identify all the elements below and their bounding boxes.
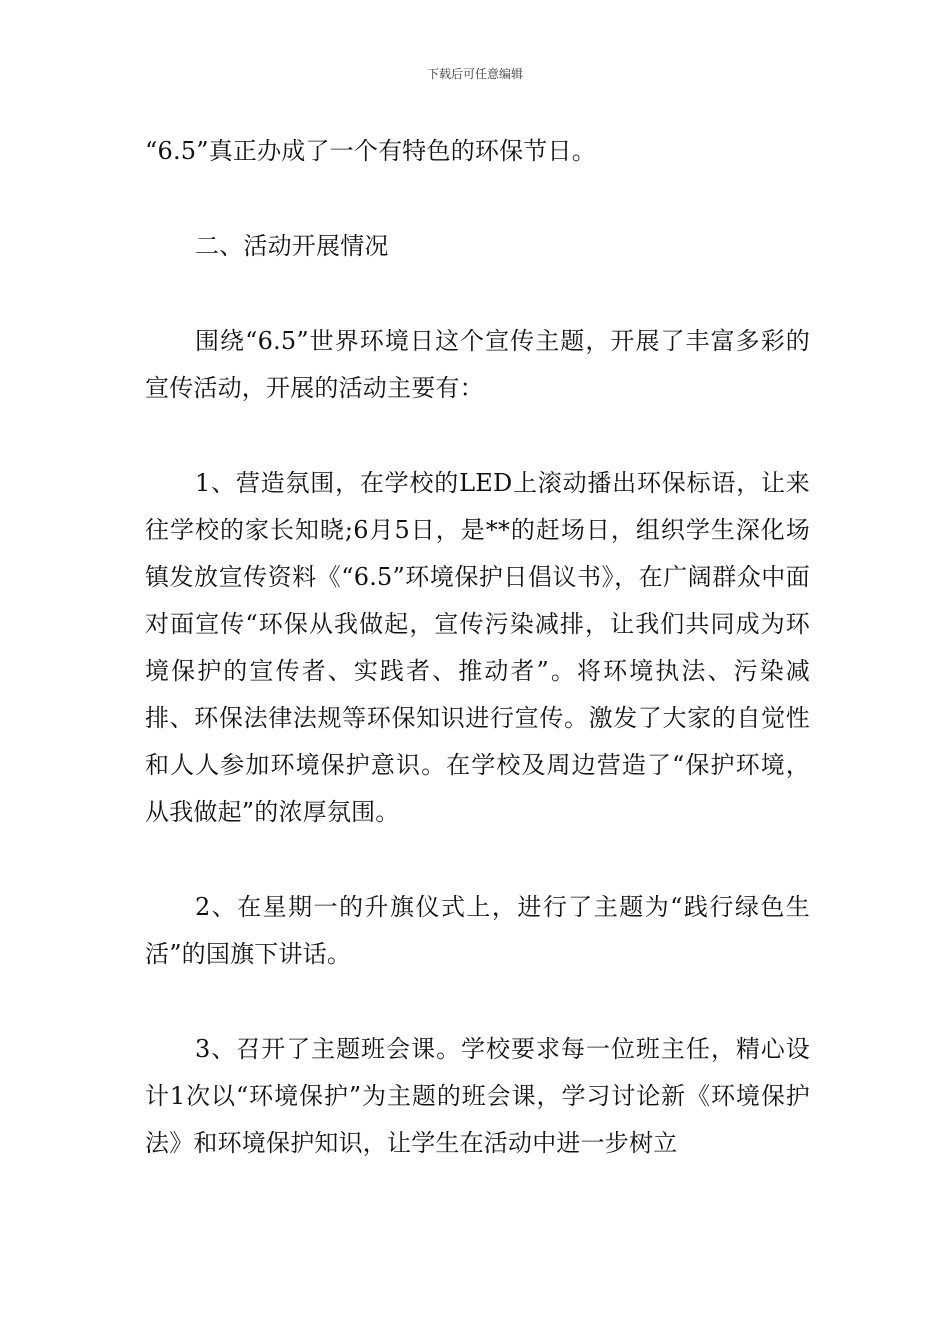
paragraph-item-1: 1、营造氛围，在学校的LED上滚动播出环保标语，让来往学校的家长知晓;6月5日，是**的赶场日，组织学生深化场镇发放宣传资料《“6.5”环境保护日倡议书》，在广阔群众中面对面宣传“环保从我做起，宣传污染减排，让我们共同成为环境保护的宣传者、实践者、推动者”。将环境执法、污染减排、环保法律法规等环保知识进行宣传。激发了大家的自觉性和人人参加环境保护意识。在学校及周边营造了“保护环境，从我做起”的浓厚氛围。 xyxy=(145,469,810,826)
paragraph-intro: 围绕“6.5”世界环境日这个宣传主题，开展了丰富多彩的宣传活动，开展的活动主要有： xyxy=(145,327,810,402)
page-header-note: 下载后可任意编辑 xyxy=(426,67,523,81)
paragraph-item-3: 3、召开了主题班会课。学校要求每一位班主任，精心设计1次以“环境保护”为主题的班会课，学习讨论新《环境保护法》和环境保护知识，让学生在活动中进一步树立 xyxy=(145,1035,810,1157)
paragraph-continuation: “6.5”真正办成了一个有特色的环保节日。 xyxy=(145,137,596,165)
paragraph-item-2: 2、在星期一的升旗仪式上，进行了主题为“践行绿色生活”的国旗下讲话。 xyxy=(145,893,810,968)
section-heading: 二、活动开展情况 xyxy=(195,232,389,260)
document-body xyxy=(145,128,810,1167)
